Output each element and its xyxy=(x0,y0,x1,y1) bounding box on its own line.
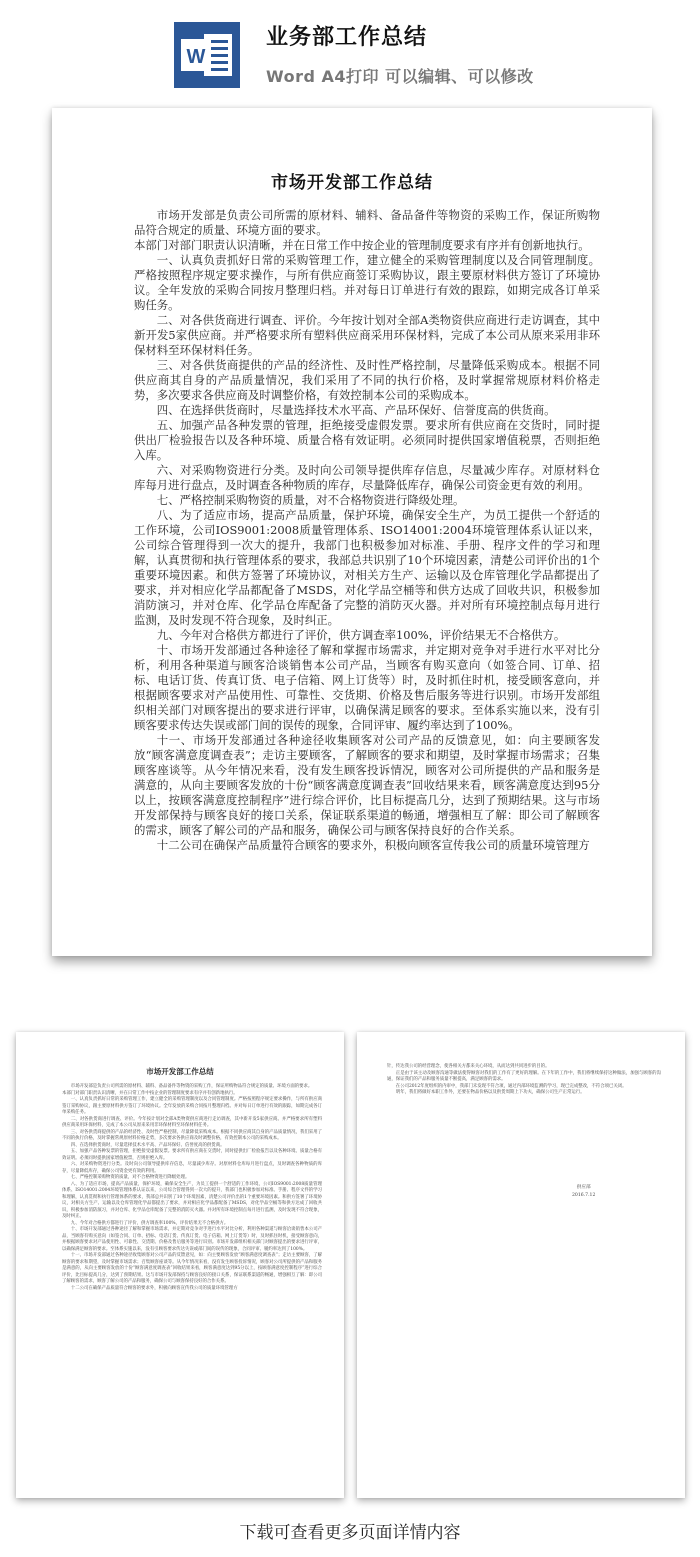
paragraph: 一、认真负责抓好日常的采购管理工作，建立健全的采购管理制度以及合同管理制度。严格按照程序规定要求操作，与所有供应商签订采购协议，跟主要原材料供方签订了环境协议。全年发放的采购合同按月整理归档。并对每日订单进行有效的跟踪，如期完成各订单采购任务。 xyxy=(62,1097,322,1115)
thumbnail-body xyxy=(387,1064,661,1097)
paragraph: 二、对各供货商进行调查、评价。今年按计划对全部A类物资供应商进行走访调查，其中新开发5家供应商。并严格要求所有塑料供应商采用环保材料，完成了本公司从原来采用非环保材料至环保材料任务。 xyxy=(62,1116,322,1128)
paragraph: 一、认真负责抓好日常的采购管理工作，建立健全的采购管理制度以及合同管理制度。严格按照程序规定要求操作，与所有供应商签订采购协议，跟主要原材料供方签订了环境协议。全年发放的采购合同按月整理归档。并对每日订单进行有效的跟踪，如期完成各订单采购任务。 xyxy=(134,253,600,312)
paragraph: 八、为了适应市场，提高产品质量，保护环境，确保安全生产，为员工提供一个舒适的工作环境，公司IOS9001:2008质量管理体系、ISO14001:2004环境管理体系认证以来，公司综合管理得到一次大的提升，我部门也积极参加对标准、手册、程序文件的学习和理解，认真贯彻和执行管理体系的要求，我部总共识别了10个环境因素，清楚公司评价出的1个重要环境因素。和供方签署了环境协议，对相关方生产、运输以及仓库管理化学品都提出了要求，并对相应化学品都配备了MSDS，对化学品空桶等和供方达成了回收共识，积极参加消防演习，并对仓库、化学品仓库配备了完整的消防灭火器。并对所有环境控制点每月进行监测，及时发现不符合现象，及时纠正。 xyxy=(62,1181,322,1219)
paragraph: 十二公司在确保产品质量符合顾客的要求外，积极向顾客宣传我公司的质量环境管理方 xyxy=(70,1285,238,1291)
paragraph: 六、对采购物资进行分类。及时向公司领导提供库存信息，尽量减少库存。对原材料仓库每月进行盘点，及时调查各种物质的库存，尽量降低库存，确保公司资金更有效的利用。 xyxy=(62,1162,322,1174)
paragraph: 四、在选择供货商时，尽量选择技术水平高、产品环保好、信誉度高的供货商。 xyxy=(70,1142,225,1148)
doc-subtitle: Word A4打印 可以编辑、可以修改 xyxy=(266,67,534,86)
paragraph: 针，传达我公司的经营理念，使各相关方都来关心环境，从而达到共同进步的目的。 xyxy=(387,1064,550,1069)
word-icon xyxy=(174,22,240,88)
paragraph: 十二公司在确保产品质量符合顾客的要求外，积极向顾客宣传我公司的质量环境管理方 xyxy=(156,838,590,852)
paragraph: 正是由于该主动及顾客沟通等做法使得顾客对我们的工作有了更好的理解。在下年的工作中，我们将继续保持这种做法，加强与顾客的沟通，保证我们的产品和服务质量不断提高，满足顾客的需求。 xyxy=(387,1070,661,1082)
paragraph: 本部门对部门职责认识清晰，并在日常工作中按企业的管理制度要求有序并有创新地执行。 xyxy=(62,1090,238,1096)
paragraph: 五、加强产品各种发票的管理，拒绝接受虚假发票。要求所有供应商在交货时，同时提供出厂检验报告以及各种环境、质量合格有效证明。必须同时提供国家增值税票，否则拒绝入库。 xyxy=(134,418,600,462)
paragraph: 十、市场开发部通过各种途径了解和掌握市场需求，并定期对竞争对手进行水平对比分析，利用各种渠道与顾客洽谈销售本公司产品，当顾客有购买意向（如签合同、订单、招标、电话订货、传真订货、电子信箱、网上订货等）时，及时抓住时机，接受顾客意向，并根据顾客要求对产品使用性、可靠性、交货期、价格及售后服务等进行识别。市场开发部组织相关部门对顾客提出的要求进行评审，以确保满足顾客的要求。至体系实施以来，没有引顾客要求传达失误或部门间的误传的现象，合同评审、履约率达到了100%。 xyxy=(134,643,600,732)
paragraph: 七、严格控制采购物资的质量，对不合格物资进行降级处理。 xyxy=(70,1175,190,1180)
paragraph: 明年，我们将做好本职工作外，还要在物品价格以及供货周期上下功夫，确保公司生产正常运行。 xyxy=(395,1090,585,1095)
paragraph: 二、对各供货商进行调查、评价。今年按计划对全部A类物资供应商进行走访调查，其中新开发5家供应商。并严格要求所有塑料供应商采用环保材料，完成了本公司从原来采用非环保材料至环保材料任务。 xyxy=(134,313,600,357)
page-thumbnail-2[interactable] xyxy=(357,1032,685,1498)
page-thumbnail-1[interactable] xyxy=(16,1032,344,1498)
paragraph: 九、今年对合格供方都进行了评价，供方调查率100%，评价结果无不合格供方。 xyxy=(70,1220,229,1226)
page-body xyxy=(134,208,600,853)
thumbnail-title: 市场开发部工作总结 xyxy=(146,1067,214,1076)
thumbnail-body xyxy=(62,1084,322,1292)
page-title: 市场开发部工作总结 xyxy=(271,173,433,193)
signature-block xyxy=(572,1184,595,1200)
paragraph: 十一、市场开发部通过各种途径收集顾客对公司产品的反馈意见，如：向主要顾客发放“顾客满意度调查表”；走访主要顾客，了解顾客的要求和期望，及时掌握市场需求；召集顾客座谈等。从今年情况来看，没有发生顾客投诉情况，顾客对公司所提供的产品和服务是满意的，从向主要顾客发放的十份“顾客满意度调查表”回收结果来看，顾客满意度达到95分以上，按顾客满意度控制程序”进行综合评价，比目标提高几分，达到了预期结果。这与市场开发部保持与顾客良好的接口关系，保证联系渠道的畅通，增强相互了解：即公司了解顾客的需求，顾客了解公司的产品和服务，确保公司与顾客保持良好的合作关系。 xyxy=(134,733,600,837)
doc-title: 业务部工作总结 xyxy=(266,25,428,50)
paragraph: 三、对各供货商提供的产品的经济性、及时性严格控制，尽量降低采购成本。根据不同供应商其自身的产品质量情况，我们采用了不同的执行价格，及时掌握常规原材料价格走势，多次要求各供应商及时调整价格，有效控制本公司的采购成本。 xyxy=(134,358,600,402)
signature-department: 供应部 xyxy=(576,1185,591,1190)
paragraph: 本部门对部门职责认识清晰，并在日常工作中按企业的管理制度要求有序并有创新地执行。 xyxy=(134,238,590,252)
view-more-text[interactable]: 下载可查看更多页面详情内容 xyxy=(239,1523,461,1543)
document-page-preview[interactable] xyxy=(52,108,652,956)
paragraph: 五、加强产品各种发票的管理，拒绝接受虚假发票。要求所有供应商在交货时，同时提供出厂检验报告以及各种环境、质量合格有效证明。必须同时提供国家增值税票，否则拒绝入库。 xyxy=(62,1149,322,1161)
paragraph: 四、在选择供货商时，尽量选择技术水平高、产品环保好、信誉度高的供货商。 xyxy=(156,403,556,417)
paragraph: 市场开发部是负责公司所需的原材料、辅料、备品备件等物资的采购工作，保证所购物品符合规定的质量、环境方面的要求。 xyxy=(70,1084,313,1089)
word-icon-letter: W xyxy=(186,46,206,68)
paragraph: 九、今年对合格供方都进行了评价，供方调查率100%，评价结果无不合格供方。 xyxy=(156,628,566,642)
header xyxy=(0,0,700,100)
paragraph: 七、严格控制采购物资的质量，对不合格物资进行降级处理。 xyxy=(156,493,465,507)
paragraph: 市场开发部是负责公司所需的原材料、辅料、备品备件等物资的采购工作，保证所购物品符合规定的质量、环境方面的要求。 xyxy=(134,208,600,237)
paragraph: 在公司2012年度组织的内审中，我部门未发现不符合项，通过内部环境监测的学习，现已完成整改，不符合项已关闭。 xyxy=(395,1083,627,1089)
paragraph: 十、市场开发部通过各种途径了解和掌握市场需求，并定期对竞争对手进行水平对比分析，利用各种渠道与顾客洽谈销售本公司产品，当顾客有购买意向（如签合同、订单、招标、电话订货、传真订货、电子信箱、网上订货等）时，及时抓住时机，接受顾客意向，并根据顾客要求对产品使用性、可靠性、交货期、价格及售后服务等进行识别。市场开发部组织相关部门对顾客提出的要求进行评审，以确保满足顾客的要求。至体系实施以来，没有引顾客要求传达失误或部门间的误传的现象，合同评审、履约率达到了100%。 xyxy=(62,1227,322,1252)
paragraph: 三、对各供货商提供的产品的经济性、及时性严格控制，尽量降低采购成本。根据不同供应商其自身的产品质量情况，我们采用了不同的执行价格，及时掌握常规原材料价格走势，多次要求各供应商及时调整价格，有效控制本公司的采购成本。 xyxy=(62,1129,322,1141)
signature-date: 2016.7.12 xyxy=(572,1193,596,1198)
paragraph: 八、为了适应市场，提高产品质量，保护环境，确保安全生产，为员工提供一个舒适的工作环境，公司IOS9001:2008质量管理体系、ISO14001:2004环境管理体系认证以来，公司综合管理得到一次大的提升，我部门也积极参加对标准、手册、程序文件的学习和理解，认真贯彻和执行管理体系的要求，我部总共识别了10个环境因素，清楚公司评价出的1个重要环境因素。和供方签署了环境协议，对相关方生产、运输以及仓库管理化学品都提出了要求，并对相应化学品都配备了MSDS，对化学品空桶等和供方达成了回收共识，积极参加消防演习，并对仓库、化学品仓库配备了完整的消防灭火器。并对所有环境控制点每月进行监测，及时发现不符合现象，及时纠正。 xyxy=(134,508,600,627)
paragraph: 十一、市场开发部通过各种途径收集顾客对公司产品的反馈意见，如：向主要顾客发放“顾客满意度调查表”；走访主要顾客，了解顾客的要求和期望，及时掌握市场需求；召集顾客座谈等。从今年情况来看，没有发生顾客投诉情况，顾客对公司所提供的产品和服务是满意的，从向主要顾客发放的十份“顾客满意度调查表”回收结果来看，顾客满意度达到95分以上，按顾客满意度控制程序”进行综合评价，比目标提高几分，达到了预期结果。这与市场开发部保持与顾客良好的接口关系，保证联系渠道的畅通，增强相互了解：即公司了解顾客的需求，顾客了解公司的产品和服务，确保公司与顾客保持良好的合作关系。 xyxy=(62,1253,322,1284)
paragraph: 六、对采购物资进行分类。及时向公司领导提供库存信息，尽量减少库存。对原材料仓库每月进行盘点，及时调查各种物质的库存，尽量降低库存，确保公司资金更有效的利用。 xyxy=(134,463,600,492)
